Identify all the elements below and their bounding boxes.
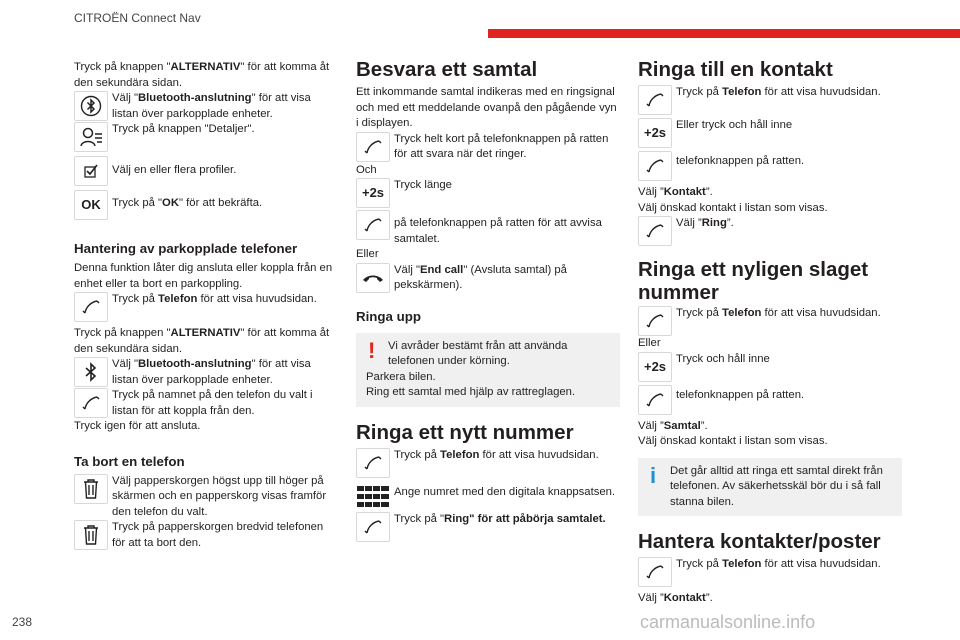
step-row [74,357,336,388]
step-text: Tryck länge [394,179,452,191]
section-heading: Ringa ett nyligen slaget nummer [638,258,869,304]
step-row [638,118,902,148]
step-text: Tryck på namnet på den telefon du valt i listan för att koppla från den. [112,389,313,417]
phone-icon [74,292,108,322]
page-number: 238 [12,615,33,629]
paragraph: Välj ”Samtal”. [638,419,708,432]
info-note [638,458,902,517]
step-text: Eller tryck och håll inne [676,119,793,131]
phone-icon [638,216,672,246]
step-text: Välj "Bluetooth-anslutning" för att visa listan över parkopplade enheter. [112,358,311,386]
column-3 [638,58,902,607]
trash-icon [74,474,108,504]
step-row [74,122,336,152]
step-row [638,85,902,115]
warning-note [356,333,620,407]
note-text: Parkera bilen. [366,370,436,383]
info-icon: i [650,462,657,488]
step-row [638,385,902,415]
phone-icon [356,512,390,542]
header-title: CITROËN Connect Nav [74,11,201,25]
ok-icon: OK [74,190,108,220]
step-row [356,210,620,247]
step-row [74,474,336,521]
step-row [638,557,902,587]
column-1 [74,58,336,551]
paragraph: Välj ”Kontakt”. [638,592,713,604]
column-2 [356,58,620,542]
phone-icon [638,557,672,587]
step-row [638,306,902,336]
step-row [74,520,336,551]
step-text: telefonknappen på ratten. [676,388,805,401]
step-row [356,178,620,208]
step-text: Välj en eller flera profiler. [112,164,237,176]
note-text: Vi avråder bestämt från att använda telefonen under körning. [388,339,568,367]
step-text: telefonknappen på ratten. [676,155,805,167]
step-text: Tryck på Telefon för att visa huvudsidan. [112,293,317,305]
details-icon [74,122,108,152]
step-text: Välj ”Ring”. [676,217,734,229]
bluetooth-icon [74,91,108,121]
step-row [356,512,620,542]
checkbox-icon [74,156,108,186]
long-press-icon: + 2s [638,118,672,148]
phone-icon [638,85,672,115]
watermark: carmanualsonline.info [640,612,816,632]
paragraph: Tryck igen för att ansluta. [74,420,201,432]
keypad-icon [356,482,390,512]
step-text: Ange numret med den digitala knappsatsen. [394,485,616,498]
step-row [74,91,336,122]
paragraph: Välj ”Kontakt”. [638,186,713,198]
paragraph: Denna funktion låter dig ansluta eller koppla från en enhet eller ta bort en parkoppling. [74,262,333,290]
step-text: Tryck på Telefon för att visa huvudsidan. [676,558,881,570]
long-press-icon: + 2s [638,352,672,382]
step-text: Välj "End call" (Avsluta samtal) på pekskärmen). [394,263,567,291]
phone-icon [638,385,672,415]
step-row [356,448,620,478]
step-row [74,156,336,186]
step-text: Tryck på "OK" för att bekräfta. [112,197,263,209]
step-text: Välj papperskorgen högst upp till höger på skärmen och en papperskorg visas framför den telefon du valt. [112,474,327,518]
trash-icon [74,520,108,550]
section-heading: Ringa till en kontakt [638,58,833,81]
phone-icon [638,306,672,336]
step-text: Tryck på Telefon för att visa huvudsidan. [676,307,881,319]
note-text: Det går alltid att ringa ett samtal direkt från telefonen. Av säkerhetsskäl bör du i så fall stanna bilen. [670,464,883,508]
phone-icon [356,448,390,478]
end-call-icon [356,263,390,293]
step-text: Tryck på papperskorgen bredvid telefonen för att ta bort den. [112,521,324,549]
step-row [638,216,902,246]
section-heading: Ringa ett nytt nummer [356,420,574,444]
section-heading: Ringa upp [356,308,421,324]
phone-icon [356,132,390,162]
step-text: Tryck på Telefon för att visa huvudsidan. [394,448,599,461]
step-row [356,482,620,512]
paragraph: Tryck på knappen "ALTERNATIV" för att komma åt den sekundära sidan. [74,327,330,355]
step-row [74,292,336,322]
step-row [74,388,336,419]
paragraph: Ett inkommande samtal indikeras med en ringsignal och med ett meddelande ovanpå den pågående vyn i displayen. [356,86,617,129]
paragraph: Eller [356,248,379,260]
step-text: Tryck på knappen "Detaljer". [112,123,255,135]
bluetooth-icon [74,357,108,387]
step-row [74,190,336,220]
section-heading: Hantera kontakter/poster [638,530,881,553]
step-text: på telefonknappen på ratten för att avvisa samtalet. [394,217,602,245]
paragraph: Eller [638,337,661,349]
step-row [356,263,620,294]
section-heading: Besvara ett samtal [356,58,538,81]
note-text: Ring ett samtal med hjälp av rattreglagen. [366,386,576,398]
phone-icon [356,210,390,240]
paragraph: Tryck på knappen "ALTERNATIV" för att komma åt den sekundära sidan. [74,61,330,89]
step-text: Tryck på "Ring" för att påbörja samtalet. [394,512,606,525]
step-text: Välj "Bluetooth-anslutning" för att visa listan över parkopplade enheter. [112,92,311,120]
step-row [638,352,902,382]
phone-icon [74,388,108,418]
step-text: Tryck och håll inne [676,352,770,365]
section-heading: Ta bort en telefon [74,453,185,469]
paragraph: Och [356,163,377,176]
warning-icon: ! [368,337,376,363]
long-press-icon: + 2s [356,178,390,208]
section-heading: Hantering av parkopplade telefoner [74,241,298,256]
header-red-bar [488,29,960,38]
step-row [638,151,902,181]
step-text: Tryck på Telefon för att visa huvudsidan. [676,86,881,98]
step-row [356,132,620,163]
paragraph: Välj önskad kontakt i listan som visas. [638,201,828,214]
phone-icon [638,151,672,181]
step-text: Tryck helt kort på telefonknappen på ratten för att svara när det ringer. [394,132,609,160]
paragraph: Välj önskad kontakt i listan som visas. [638,435,828,447]
